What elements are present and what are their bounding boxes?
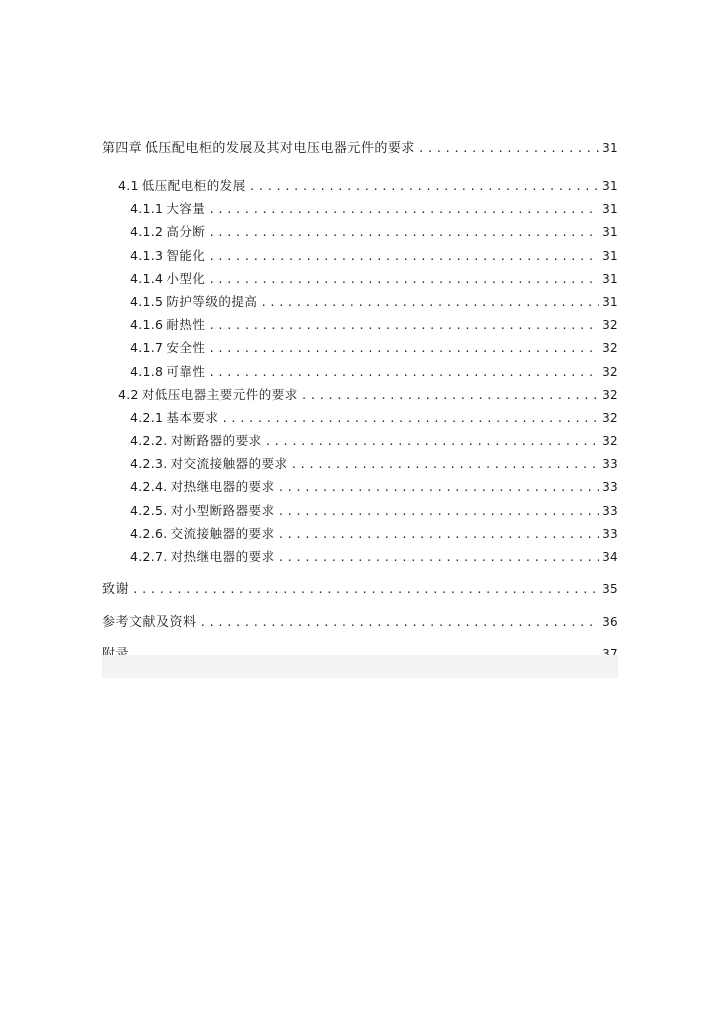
toc-entry-acknowledgements[interactable]	[102, 573, 618, 606]
toc-entry-4-2-2[interactable]	[102, 429, 618, 452]
toc-dot-leader	[278, 500, 600, 523]
toc-section-number: 4.2.5.	[130, 502, 168, 518]
toc-section-title: 对交流接触器的要求	[170, 456, 288, 472]
toc-section-number: 4.1.2	[130, 224, 164, 240]
toc-entry-4-2-1[interactable]	[102, 406, 618, 429]
toc-page-number: 31	[602, 179, 618, 193]
toc-section-title: 智能化	[166, 247, 206, 263]
toc-section-title: 安全性	[166, 340, 206, 356]
toc-section-title: 低压配电柜的发展	[141, 178, 246, 193]
toc-chapter-title: 低压配电柜的发展及其对电压电器元件的要求	[144, 141, 415, 156]
toc-page-number: 35	[602, 582, 618, 597]
toc-page-number: 34	[602, 550, 618, 564]
toc-section-title: 对热继电器的要求	[170, 479, 275, 495]
toc-section-title: 对小型断路器要求	[170, 502, 275, 518]
toc-section-number: 4.1	[118, 178, 139, 193]
toc-back-matter-title: 致谢	[102, 582, 130, 598]
toc-entry-4-1-6[interactable]	[102, 313, 618, 336]
toc-section-title: 防护等级的提高	[166, 293, 258, 309]
toc-section-number: 4.2.2.	[130, 433, 168, 449]
toc-section-number: 4.2.7.	[130, 549, 168, 564]
toc-dot-leader	[278, 523, 600, 546]
toc-dot-leader	[418, 137, 599, 161]
toc-page-number: 31	[602, 294, 618, 309]
toc-dot-leader	[208, 221, 599, 244]
table-of-contents	[102, 136, 618, 671]
toc-page-number: 31	[602, 271, 618, 286]
toc-entry-4-2-7[interactable]	[102, 545, 618, 568]
toc-section-number: 4.2.1	[130, 409, 164, 425]
toc-dot-leader	[278, 546, 600, 569]
toc-dot-leader	[301, 384, 599, 407]
toc-dot-leader	[291, 453, 600, 476]
toc-page-number: 31	[602, 248, 618, 263]
toc-page-number: 32	[602, 318, 618, 333]
toc-page-number: 32	[602, 341, 618, 356]
toc-back-matter-title: 参考文献及资料	[102, 614, 197, 630]
toc-page-number: 33	[602, 480, 618, 495]
toc-dot-leader	[221, 407, 599, 430]
toc-entry-4-2-4[interactable]	[102, 475, 618, 498]
toc-section-number: 4.1.8	[130, 363, 164, 379]
shaded-divider-band	[102, 655, 618, 678]
toc-section-number: 4.1.7	[130, 340, 164, 356]
toc-dot-leader	[200, 607, 600, 640]
toc-section-number: 4.1.3	[130, 247, 164, 263]
toc-page-number: 31	[602, 141, 618, 155]
toc-section-title: 交流接触器的要求	[170, 525, 275, 541]
toc-section-title: 对低压电器主要元件的要求	[141, 386, 298, 402]
toc-section-number: 4.1.5	[130, 293, 164, 309]
toc-chapter-number: 第四章	[102, 141, 142, 156]
toc-entry-4-1-4[interactable]	[102, 267, 618, 290]
toc-entry-references[interactable]	[102, 606, 618, 639]
toc-dot-leader	[278, 476, 600, 499]
toc-dot-leader	[265, 430, 600, 453]
toc-section-title: 大容量	[166, 201, 206, 217]
toc-dot-leader	[208, 314, 599, 337]
toc-page-number: 31	[602, 225, 618, 240]
toc-section-title: 对断路器的要求	[170, 433, 262, 449]
toc-page-number: 33	[602, 526, 618, 541]
toc-section-number: 4.2.4.	[130, 479, 168, 495]
toc-entry-chapter-4[interactable]	[102, 136, 618, 160]
toc-page-number: 33	[602, 457, 618, 472]
toc-entry-4-2-6[interactable]	[102, 522, 618, 545]
toc-entry-4-1-8[interactable]	[102, 360, 618, 383]
toc-page-number: 32	[602, 387, 618, 402]
toc-page-number: 32	[602, 434, 618, 449]
toc-entry-4-1-1[interactable]	[102, 197, 618, 220]
toc-section-number: 4.2.6.	[130, 525, 168, 541]
toc-section-number: 4.2	[118, 386, 139, 402]
toc-dot-leader	[208, 337, 599, 360]
toc-dot-leader	[208, 198, 599, 221]
toc-section-number: 4.2.3.	[130, 456, 168, 472]
toc-dot-leader	[208, 268, 599, 291]
toc-entry-4-2[interactable]	[102, 383, 618, 406]
toc-section-number: 4.1.1	[130, 201, 164, 217]
toc-dot-leader	[208, 245, 599, 268]
toc-page-number: 36	[602, 614, 618, 629]
toc-dot-leader	[132, 574, 599, 607]
toc-page-number: 33	[602, 503, 618, 518]
toc-page-number: 31	[602, 202, 618, 217]
toc-entry-4-1[interactable]	[102, 174, 618, 197]
toc-dot-leader	[260, 291, 599, 314]
toc-entry-4-1-5[interactable]	[102, 290, 618, 313]
toc-section-title: 小型化	[166, 270, 206, 286]
toc-section-number: 4.1.6	[130, 317, 164, 333]
toc-section-title: 对热继电器的要求	[170, 549, 275, 564]
toc-dot-leader	[249, 175, 599, 198]
toc-section-title: 耐热性	[166, 317, 206, 333]
toc-entry-4-2-3[interactable]	[102, 452, 618, 475]
toc-page-number: 32	[602, 364, 618, 379]
toc-dot-leader	[208, 361, 599, 384]
toc-section-title: 基本要求	[166, 409, 219, 425]
toc-entry-4-1-7[interactable]	[102, 336, 618, 359]
toc-entry-4-2-5[interactable]	[102, 499, 618, 522]
toc-section-title: 可靠性	[166, 363, 206, 379]
toc-section-number: 4.1.4	[130, 270, 164, 286]
toc-section-title: 高分断	[166, 224, 206, 240]
toc-entry-4-1-2[interactable]	[102, 220, 618, 243]
toc-page-number: 32	[602, 410, 618, 425]
toc-entry-4-1-3[interactable]	[102, 244, 618, 267]
